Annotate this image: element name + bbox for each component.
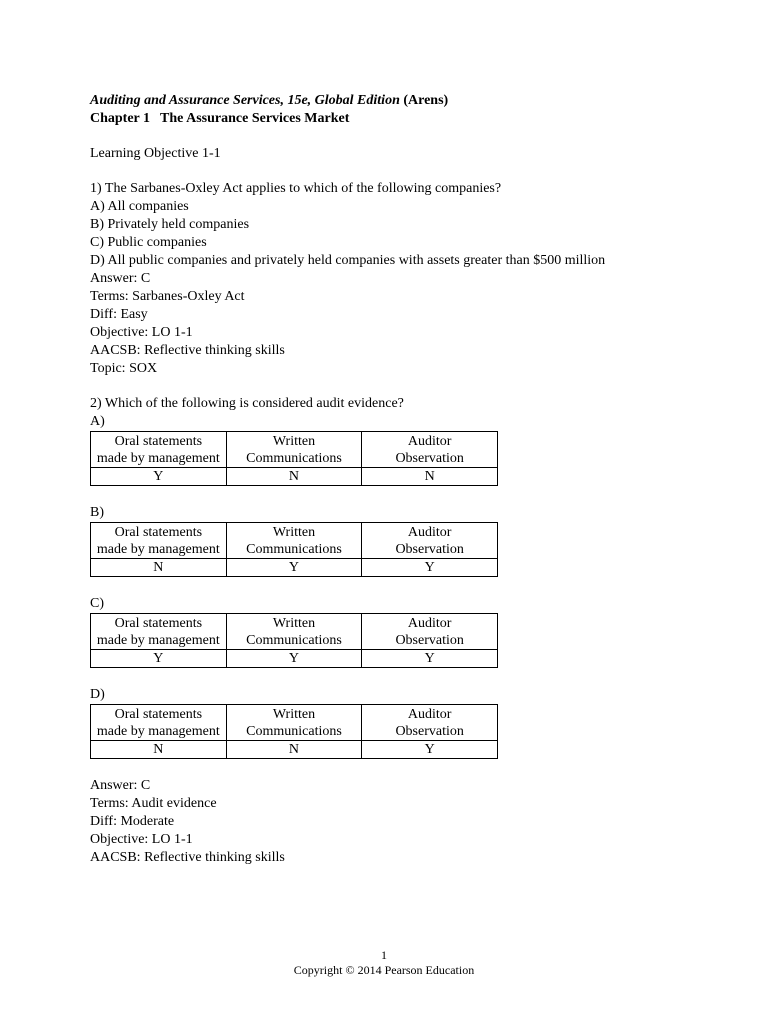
q2-option-b-label: B) — [90, 505, 104, 520]
q2-aacsb: AACSB: Reflective thinking skills — [90, 850, 285, 865]
q2-option-a-table — [90, 431, 498, 486]
q2-answer: Answer: C — [90, 778, 151, 793]
table-cell: Y — [362, 559, 498, 577]
chapter-heading — [90, 110, 690, 128]
q1-aacsb: AACSB: Reflective thinking skills — [90, 343, 285, 358]
copyright-notice: Copyright © 2014 Pearson Education — [293, 963, 475, 977]
column-header: Oral statements made by management — [91, 523, 227, 559]
table-cell: N — [91, 741, 227, 759]
table-cell: Y — [362, 741, 498, 759]
learning-objective: Learning Objective 1-1 — [90, 146, 221, 161]
q2-option-d-table — [90, 704, 498, 759]
q1-option-c: C) Public companies — [90, 235, 207, 250]
chapter-label: Chapter 1 — [90, 111, 151, 126]
column-header: Written Communications — [226, 614, 362, 650]
book-author: (Arens) — [399, 93, 449, 108]
table-cell: Y — [91, 468, 227, 486]
chapter-title: The Assurance Services Market — [160, 111, 350, 126]
table-cell: Y — [226, 650, 362, 668]
table-cell: Y — [362, 650, 498, 668]
q1-answer: Answer: C — [90, 271, 151, 286]
table-cell: N — [226, 741, 362, 759]
q2-objective: Objective: LO 1-1 — [90, 832, 193, 847]
column-header: Oral statements made by management — [91, 614, 227, 650]
column-header: Auditor Observation — [362, 705, 498, 741]
question-2: 2) Which of the following is considered audit evidence? — [90, 396, 404, 411]
column-header: Auditor Observation — [362, 523, 498, 559]
column-header: Written Communications — [226, 432, 362, 468]
q1-option-b: B) Privately held companies — [90, 217, 250, 232]
column-header: Oral statements made by management — [91, 705, 227, 741]
q2-option-b-table — [90, 522, 498, 577]
column-header: Auditor Observation — [362, 614, 498, 650]
q1-terms: Terms: Sarbanes-Oxley Act — [90, 289, 245, 304]
column-header: Written Communications — [226, 523, 362, 559]
table-cell: N — [91, 559, 227, 577]
q1-option-a: A) All companies — [90, 199, 189, 214]
q1-option-d: D) All public companies and privately held companies with assets greater than $500 million — [90, 253, 606, 268]
q2-option-a-label: A) — [90, 414, 105, 429]
q2-terms: Terms: Audit evidence — [90, 796, 217, 811]
book-title-line — [90, 92, 690, 110]
q2-option-c-table — [90, 613, 498, 668]
table-cell: Y — [226, 559, 362, 577]
q2-option-c-label: C) — [90, 596, 104, 611]
question-1: 1) The Sarbanes-Oxley Act applies to which of the following companies? — [90, 181, 502, 196]
page-number: 1 — [381, 948, 387, 962]
column-header: Oral statements made by management — [91, 432, 227, 468]
document-page — [90, 92, 690, 867]
q1-difficulty: Diff: Easy — [90, 307, 148, 322]
table-cell: N — [362, 468, 498, 486]
table-cell: N — [226, 468, 362, 486]
table-cell: Y — [91, 650, 227, 668]
column-header: Auditor Observation — [362, 432, 498, 468]
q2-difficulty: Diff: Moderate — [90, 814, 175, 829]
column-header: Written Communications — [226, 705, 362, 741]
q1-objective: Objective: LO 1-1 — [90, 325, 193, 340]
book-title: Auditing and Assurance Services, 15e, Global Edition — [90, 93, 400, 108]
q2-option-d-label: D) — [90, 687, 105, 702]
q1-topic: Topic: SOX — [90, 361, 158, 376]
